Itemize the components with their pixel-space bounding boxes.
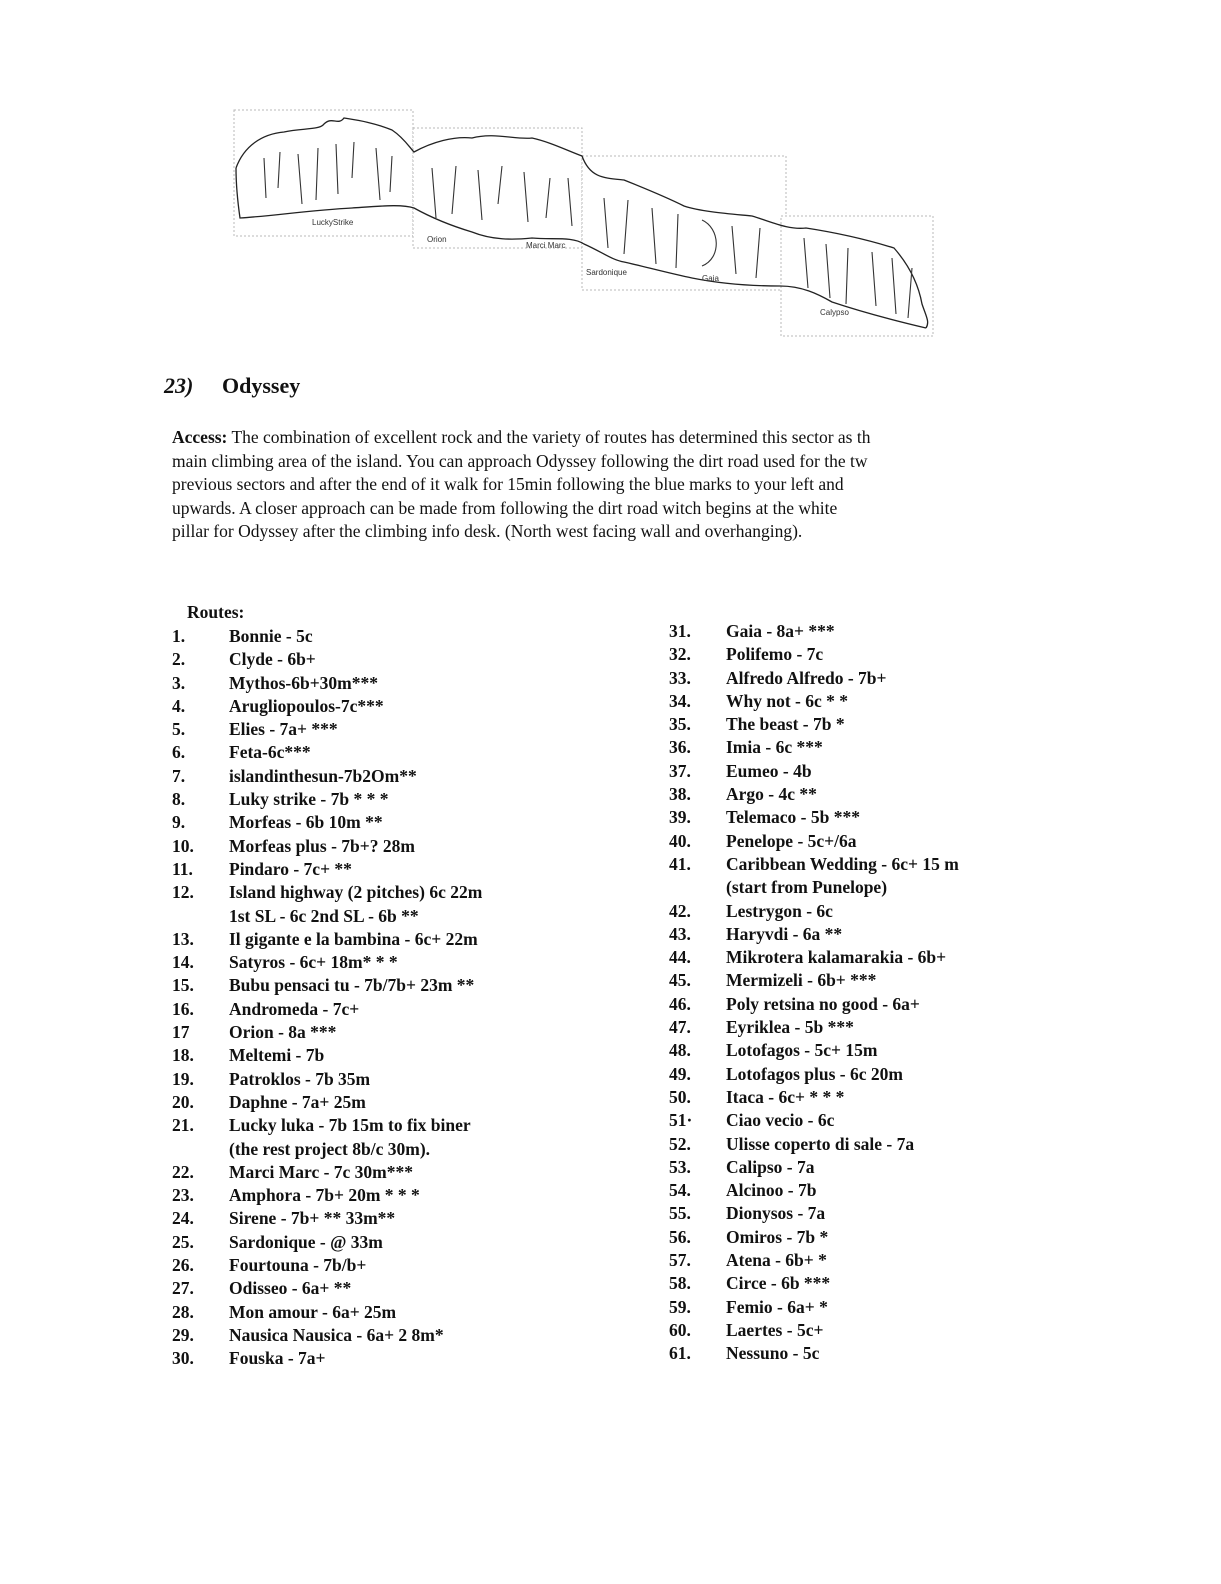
- route-item: [172, 1044, 482, 1067]
- route-item: [172, 672, 482, 695]
- route-text-line: Amphora - 7b+ 20m * * *: [229, 1185, 420, 1206]
- route-number: 8.: [172, 789, 186, 810]
- route-number: 24.: [172, 1208, 194, 1229]
- routes-heading: Routes:: [187, 602, 245, 622]
- route-text-line: Why not - 6c * *: [726, 690, 849, 711]
- route-item: [669, 1086, 959, 1109]
- access-line: previous sectors and after the end of it walk for 15min following the blue marks to your left and: [172, 474, 844, 494]
- route-number: 58.: [669, 1273, 691, 1294]
- route-number: 13.: [172, 928, 194, 949]
- route-description: [726, 690, 848, 713]
- route-item: [669, 1016, 959, 1039]
- route-item: [669, 1226, 959, 1249]
- route-description: [229, 1184, 420, 1207]
- route-description: [229, 881, 482, 928]
- route-item: [172, 1068, 482, 1091]
- route-item: [172, 1231, 482, 1254]
- route-description: [726, 1319, 823, 1342]
- route-item: [172, 811, 482, 834]
- route-number: 27.: [172, 1278, 194, 1299]
- route-item: [669, 690, 959, 713]
- route-item: [669, 993, 959, 1016]
- route-item: [172, 858, 482, 881]
- route-description: [229, 1347, 326, 1370]
- route-item: [172, 695, 482, 718]
- route-description: [726, 1296, 828, 1319]
- route-description: [229, 1231, 383, 1254]
- route-number: 51·: [669, 1110, 693, 1131]
- route-number: 30.: [172, 1348, 194, 1369]
- route-text-line: Elies - 7a+ ***: [229, 719, 338, 740]
- route-number: 54.: [669, 1180, 691, 1201]
- route-number: 35.: [669, 714, 691, 735]
- route-number: 46.: [669, 993, 691, 1014]
- route-text-line: Island highway (2 pitches) 6c 22m: [229, 882, 483, 903]
- route-description: [726, 1109, 834, 1132]
- route-description: [726, 1086, 844, 1109]
- route-description: [726, 643, 823, 666]
- sector-label-sardonique: Sardonique: [586, 268, 627, 277]
- route-item: [172, 1301, 482, 1324]
- route-text-line: Nausica Nausica - 6a+ 2 8m*: [229, 1324, 444, 1345]
- route-number: 14.: [172, 952, 194, 973]
- sector-label-luckystrike: LuckyStrike: [312, 218, 354, 227]
- route-number: 39.: [669, 807, 691, 828]
- route-text-line: Femio - 6a+ *: [726, 1296, 828, 1317]
- route-item: [172, 998, 482, 1021]
- route-item: [172, 1324, 482, 1347]
- route-description: [229, 788, 388, 811]
- route-description: [726, 806, 860, 829]
- route-text-line: Polifemo - 7c: [726, 644, 824, 665]
- route-text-line: Lucky luka - 7b 15m to fix biner: [229, 1115, 471, 1136]
- route-number: 4.: [172, 695, 186, 716]
- route-description: [229, 998, 359, 1021]
- route-text-line: islandinthesun-7b2Om**: [229, 765, 417, 786]
- route-number: 11.: [172, 858, 193, 879]
- route-number: 20.: [172, 1091, 194, 1112]
- route-text-line: Itaca - 6c+ * * *: [726, 1086, 845, 1107]
- route-text-line: Il gigante e la bambina - 6c+ 22m: [229, 928, 478, 949]
- route-description: [726, 1202, 825, 1225]
- route-text-line: Telemaco - 5b ***: [726, 807, 860, 828]
- route-description: [726, 783, 817, 806]
- route-item: [669, 969, 959, 992]
- route-number: 53.: [669, 1156, 691, 1177]
- route-text-line: Andromeda - 7c+: [229, 998, 360, 1019]
- route-text-line: Sardonique - @ 33m: [229, 1231, 383, 1252]
- sector-label-calypso: Calypso: [820, 308, 849, 317]
- route-description: [229, 695, 384, 718]
- route-item: [172, 718, 482, 741]
- route-text-line: 1st SL - 6c 2nd SL - 6b **: [229, 905, 419, 926]
- route-description: [726, 1249, 827, 1272]
- route-text-line: Meltemi - 7b: [229, 1045, 325, 1066]
- route-description: [229, 1021, 336, 1044]
- route-number: 38.: [669, 784, 691, 805]
- route-description: [229, 672, 378, 695]
- route-description: [229, 1254, 366, 1277]
- route-number: 28.: [172, 1301, 194, 1322]
- route-description: [229, 1277, 351, 1300]
- crag-topo-drawing: [232, 108, 934, 340]
- route-text-line: Ciao vecio - 6c: [726, 1110, 835, 1131]
- route-description: [726, 620, 835, 643]
- route-number: 37.: [669, 760, 691, 781]
- route-text-line: Clyde - 6b+: [229, 649, 316, 670]
- routes-list-right: [669, 620, 959, 1366]
- route-number: 60.: [669, 1319, 691, 1340]
- route-text-line: Eumeo - 4b: [726, 760, 812, 781]
- route-description: [229, 974, 474, 997]
- route-item: [172, 1114, 482, 1161]
- route-text-line: Mermizeli - 6b+ ***: [726, 970, 877, 991]
- route-number: 12.: [172, 882, 194, 903]
- route-text-line: Calipso - 7a: [726, 1156, 815, 1177]
- route-text-line: Laertes - 5c+: [726, 1319, 824, 1340]
- route-text-line: Mon amour - 6a+ 25m: [229, 1301, 397, 1322]
- route-description: [229, 951, 398, 974]
- route-number: 48.: [669, 1040, 691, 1061]
- route-description: [726, 1133, 914, 1156]
- route-text-line: Odisseo - 6a+ **: [229, 1278, 352, 1299]
- route-text-line: Alcinoo - 7b: [726, 1180, 817, 1201]
- route-number: 6.: [172, 742, 186, 763]
- route-text-line: Alfredo Alfredo - 7b+: [726, 667, 887, 688]
- route-item: [669, 620, 959, 643]
- route-description: [229, 858, 352, 881]
- route-item: [669, 643, 959, 666]
- route-number: 5.: [172, 719, 186, 740]
- route-text-line: Daphne - 7a+ 25m: [229, 1091, 366, 1112]
- route-item: [669, 946, 959, 969]
- route-number: 56.: [669, 1226, 691, 1247]
- route-description: [726, 946, 946, 969]
- route-item: [669, 1156, 959, 1179]
- route-item: [669, 806, 959, 829]
- route-number: 34.: [669, 690, 691, 711]
- route-item: [669, 1249, 959, 1272]
- route-description: [229, 625, 313, 648]
- route-text-line: Fouska - 7a+: [229, 1348, 326, 1369]
- route-item: [669, 783, 959, 806]
- route-description: [229, 1324, 444, 1347]
- route-item: [172, 951, 482, 974]
- route-item: [669, 1342, 959, 1365]
- route-item: [669, 830, 959, 853]
- route-description: [229, 928, 478, 951]
- route-description: [229, 1114, 471, 1161]
- route-number: 57.: [669, 1250, 691, 1271]
- route-item: [669, 736, 959, 759]
- route-text-line: Mythos-6b+30m***: [229, 672, 378, 693]
- route-description: [726, 993, 920, 1016]
- route-text-line: Eyriklea - 5b ***: [726, 1017, 854, 1038]
- route-number: 26.: [172, 1255, 194, 1276]
- route-number: 9.: [172, 812, 186, 833]
- route-number: 23.: [172, 1185, 194, 1206]
- route-description: [229, 1161, 413, 1184]
- route-description: [726, 1063, 903, 1086]
- route-description: [726, 713, 845, 736]
- route-item: [172, 1091, 482, 1114]
- route-item: [669, 923, 959, 946]
- route-item: [669, 1109, 959, 1132]
- route-number: 45.: [669, 970, 691, 991]
- route-description: [726, 1179, 816, 1202]
- access-line: main climbing area of the island. You can approach Odyssey following the dirt road used for the tw: [172, 450, 868, 471]
- route-number: 7.: [172, 765, 186, 786]
- route-number: 2.: [172, 649, 186, 670]
- route-description: [726, 1226, 828, 1249]
- route-description: [726, 760, 812, 783]
- route-item: [172, 1254, 482, 1277]
- route-text-line: Morfeas plus - 7b+? 28m: [229, 835, 415, 856]
- route-text-line: (the rest project 8b/c 30m).: [229, 1138, 431, 1159]
- route-text-line: Arugliopoulos-7c***: [229, 695, 384, 716]
- route-description: [726, 1342, 819, 1365]
- route-number: 42.: [669, 900, 691, 921]
- route-text-line: Poly retsina no good - 6a+: [726, 993, 920, 1014]
- route-description: [726, 1156, 814, 1179]
- route-item: [669, 1272, 959, 1295]
- route-text-line: Lestrygon - 6c: [726, 900, 833, 921]
- route-number: 19.: [172, 1068, 194, 1089]
- route-item: [172, 648, 482, 671]
- route-description: [726, 853, 959, 900]
- route-number: 50.: [669, 1086, 691, 1107]
- route-number: 43.: [669, 923, 691, 944]
- route-text-line: Fourtouna - 7b/b+: [229, 1255, 367, 1276]
- route-text-line: Luky strike - 7b * * *: [229, 789, 389, 810]
- route-text-line: Ulisse coperto di sale - 7a: [726, 1133, 915, 1154]
- route-number: 47.: [669, 1017, 691, 1038]
- route-item: [669, 1063, 959, 1086]
- route-item: [669, 900, 959, 923]
- route-item: [669, 713, 959, 736]
- route-text-line: Sirene - 7b+ ** 33m**: [229, 1208, 396, 1229]
- route-number: 32.: [669, 644, 691, 665]
- route-number: 61.: [669, 1343, 691, 1364]
- route-description: [229, 1301, 396, 1324]
- route-number: 25.: [172, 1231, 194, 1252]
- route-description: [726, 1272, 830, 1295]
- route-number: 41.: [669, 853, 691, 874]
- route-text-line: The beast - 7b *: [726, 714, 845, 735]
- route-item: [172, 835, 482, 858]
- section-title: Odyssey: [222, 373, 301, 398]
- route-description: [726, 667, 887, 690]
- route-item: [172, 625, 482, 648]
- route-item: [669, 1296, 959, 1319]
- route-number: 1.: [172, 626, 186, 646]
- route-item: [172, 1021, 482, 1044]
- sector-label-orion: Orion: [427, 235, 447, 244]
- access-label: Access:: [172, 427, 228, 447]
- route-description: [229, 811, 383, 834]
- route-number: 40.: [669, 830, 691, 851]
- route-text-line: (start from Punelope): [726, 877, 888, 898]
- route-item: [172, 1277, 482, 1300]
- route-text-line: Mikrotera kalamarakia - 6b+: [726, 947, 947, 968]
- route-item: [172, 928, 482, 951]
- route-description: [726, 1039, 877, 1062]
- route-item: [172, 1207, 482, 1230]
- route-text-line: Feta-6c***: [229, 742, 311, 763]
- sector-label-marci-marc: Marci Marc: [526, 241, 566, 250]
- route-number: 59.: [669, 1296, 691, 1317]
- access-line: pillar for Odyssey after the climbing info desk. (North west facing wall and overhanging).: [172, 521, 803, 541]
- route-text-line: Satyros - 6c+ 18m* * *: [229, 952, 398, 973]
- route-item: [669, 1179, 959, 1202]
- route-text-line: Bubu pensaci tu - 7b/7b+ 23m **: [229, 975, 475, 996]
- route-item: [172, 1347, 482, 1370]
- route-item: [669, 760, 959, 783]
- route-description: [726, 923, 842, 946]
- route-item: [172, 1161, 482, 1184]
- route-description: [229, 765, 417, 788]
- route-number: 22.: [172, 1161, 194, 1182]
- route-text-line: Haryvdi - 6a **: [726, 923, 843, 944]
- route-item: [172, 1184, 482, 1207]
- route-text-line: Caribbean Wedding - 6c+ 15 m: [726, 853, 959, 874]
- route-item: [172, 788, 482, 811]
- access-line: Access: The combination of excellent rock and the variety of routes has determined this sector as th: [172, 427, 871, 447]
- route-text-line: Lotofagos - 5c+ 15m: [726, 1040, 878, 1061]
- route-description: [726, 736, 823, 759]
- route-text-line: Omiros - 7b *: [726, 1226, 829, 1247]
- route-item: [669, 1202, 959, 1225]
- route-text-line: Circe - 6b ***: [726, 1273, 831, 1294]
- route-item: [172, 881, 482, 928]
- route-item: [669, 667, 959, 690]
- route-text-line: Lotofagos plus - 6c 20m: [726, 1063, 903, 1084]
- route-number: 31.: [669, 621, 691, 641]
- access-line: upwards. A closer approach can be made from following the dirt road witch begins at the white: [172, 497, 838, 518]
- access-paragraph: [172, 426, 988, 544]
- route-text-line: Atena - 6b+ *: [726, 1250, 827, 1271]
- section-number: 23): [164, 373, 194, 398]
- sector-label-gaia: Gaia: [702, 274, 719, 283]
- route-text-line: Patroklos - 7b 35m: [229, 1068, 371, 1089]
- route-text-line: Marci Marc - 7c 30m***: [229, 1161, 414, 1182]
- route-number: 18.: [172, 1045, 194, 1066]
- route-number: 33.: [669, 667, 691, 688]
- route-text-line: Morfeas - 6b 10m **: [229, 812, 383, 833]
- route-number: 55.: [669, 1203, 691, 1224]
- route-number: 49.: [669, 1063, 691, 1084]
- route-item: [669, 1319, 959, 1342]
- route-number: 17: [172, 1022, 190, 1043]
- route-number: 36.: [669, 737, 691, 758]
- route-description: [726, 1016, 854, 1039]
- route-text-line: Penelope - 5c+/6a: [726, 830, 857, 851]
- route-description: [229, 1091, 366, 1114]
- route-text-line: Nessuno - 5c: [726, 1343, 820, 1364]
- route-number: 10.: [172, 835, 194, 856]
- route-description: [726, 900, 833, 923]
- routes-list-left: [172, 625, 482, 1371]
- route-item: [669, 1133, 959, 1156]
- route-item: [669, 853, 959, 900]
- route-description: [726, 830, 857, 853]
- route-number: 16.: [172, 998, 194, 1019]
- route-text-line: Argo - 4c **: [726, 784, 817, 805]
- route-description: [726, 969, 876, 992]
- route-text-line: Orion - 8a ***: [229, 1022, 337, 1043]
- section-heading: [164, 373, 300, 399]
- route-description: [229, 1068, 370, 1091]
- route-number: 29.: [172, 1324, 194, 1345]
- route-number: 44.: [669, 947, 691, 968]
- route-number: 3.: [172, 672, 186, 693]
- route-text-line: Pindaro - 7c+ **: [229, 858, 352, 879]
- route-item: [172, 741, 482, 764]
- route-number: 15.: [172, 975, 194, 996]
- route-description: [229, 648, 316, 671]
- route-description: [229, 741, 311, 764]
- route-description: [229, 1207, 395, 1230]
- route-item: [172, 765, 482, 788]
- route-number: 21.: [172, 1115, 194, 1136]
- route-description: [229, 1044, 324, 1067]
- route-text-line: Dionysos - 7a: [726, 1203, 826, 1224]
- route-item: [172, 974, 482, 997]
- route-number: 52.: [669, 1133, 691, 1154]
- route-description: [229, 718, 338, 741]
- route-text-line: Imia - 6c ***: [726, 737, 823, 758]
- route-text-line: Bonnie - 5c: [229, 626, 313, 646]
- route-text-line: Gaia - 8a+ ***: [726, 621, 835, 641]
- route-item: [669, 1039, 959, 1062]
- route-description: [229, 835, 415, 858]
